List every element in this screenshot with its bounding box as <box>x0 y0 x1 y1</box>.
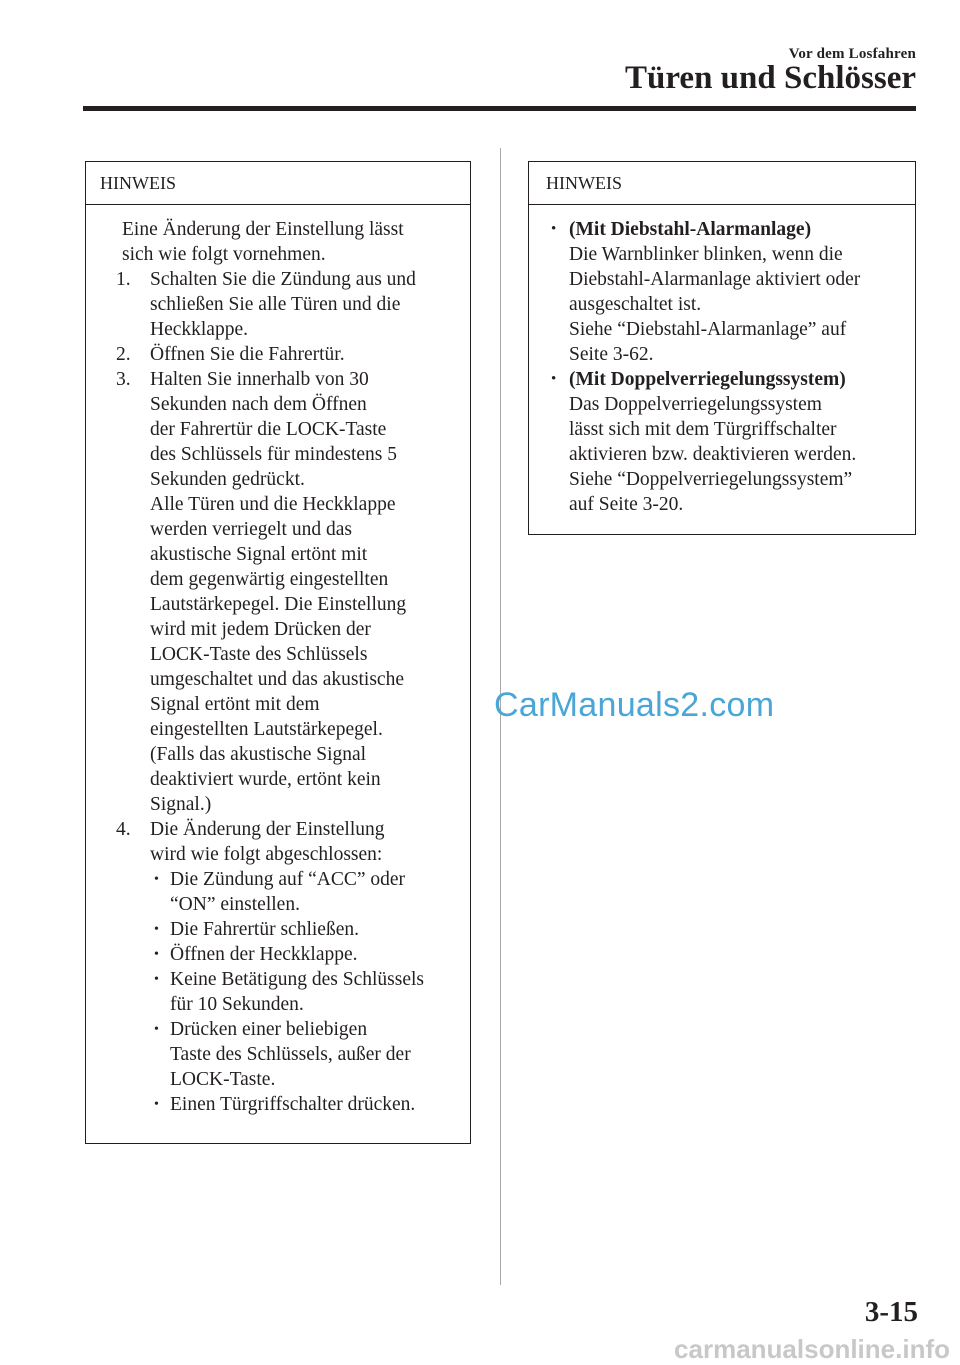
page-title: Türen und Schlösser <box>625 60 916 96</box>
text-line: der Fahrertür die LOCK-Taste <box>150 419 387 440</box>
text-line: Schalten Sie die Zündung aus und <box>150 269 416 290</box>
text-line: dem gegenwärtig eingestellten <box>150 569 389 590</box>
text-line: Alle Türen und die Heckklappe <box>150 494 396 515</box>
bullet-icon: • <box>154 947 159 962</box>
text-line: ausgeschaltet ist. <box>569 294 702 315</box>
text-line: Sekunden gedrückt. <box>150 469 305 490</box>
text-line: für 10 Sekunden. <box>170 994 304 1015</box>
text-line: Die Warnblinker blinken, wenn die <box>569 244 843 265</box>
text-line: (Falls das akustische Signal <box>150 744 367 765</box>
item-title: (Mit Diebstahl-Alarmanlage) <box>569 219 812 240</box>
text-line: Einen Türgriffschalter drücken. <box>170 1094 416 1115</box>
footer-watermark: carmanualsonline.info <box>674 1334 950 1364</box>
text-line: sich wie folgt vornehmen. <box>122 244 326 265</box>
text-line: Halten Sie innerhalb von 30 <box>150 369 369 390</box>
sub-bullet-item <box>104 1017 464 1092</box>
bullet-icon: • <box>154 922 159 937</box>
step-number: 1. <box>116 269 131 290</box>
text-line: wird wie folgt abgeschlossen: <box>150 844 383 865</box>
sub-bullet-item <box>104 1092 464 1117</box>
note-body <box>104 217 464 1117</box>
step-list <box>104 267 464 867</box>
text-line: Öffnen der Heckklappe. <box>170 944 358 965</box>
sub-bullet-list <box>104 867 464 1117</box>
step-item <box>104 342 464 367</box>
note-heading: HINWEIS <box>529 162 915 205</box>
text-line: LOCK-Taste. <box>170 1069 276 1090</box>
text-line: werden verriegelt und das <box>150 519 352 540</box>
step-item <box>104 367 464 817</box>
bullet-icon: • <box>154 1022 159 1037</box>
step-number: 3. <box>116 369 131 390</box>
text-line: Das Doppelverriegelungssystem <box>569 394 822 415</box>
text-line: deaktiviert wurde, ertönt kein <box>150 769 381 790</box>
text-line: eingestellten Lautstärkepegel. <box>150 719 383 740</box>
text-line: Die Zündung auf “ACC” oder <box>170 869 406 890</box>
bullet-icon: • <box>551 371 557 387</box>
text-line: Signal.) <box>150 794 212 815</box>
text-line: des Schlüssels für mindestens 5 <box>150 444 397 465</box>
watermark-logo: CarManuals2.com <box>494 686 775 724</box>
text-line: Sekunden nach dem Öffnen <box>150 394 367 415</box>
text-line: Taste des Schlüssels, außer der <box>170 1044 411 1065</box>
text-line: Diebstahl-Alarmanlage aktiviert oder <box>569 269 861 290</box>
text-line: Heckklappe. <box>150 319 248 340</box>
note-item <box>547 217 913 367</box>
text-line: Siehe “Doppelverriegelungssystem” <box>569 469 853 490</box>
note-item <box>547 367 913 517</box>
item-title: (Mit Doppelverriegelungssystem) <box>569 369 846 390</box>
step-item <box>104 267 464 342</box>
text-line: Die Änderung der Einstellung <box>150 819 385 840</box>
text-line: Keine Betätigung des Schlüssels <box>170 969 425 990</box>
text-line: umgeschaltet und das akustische <box>150 669 404 690</box>
text-line: Die Fahrertür schließen. <box>170 919 359 940</box>
text-line: Lautstärkepegel. Die Einstellung <box>150 594 407 615</box>
step-number: 4. <box>116 819 131 840</box>
text-line: LOCK-Taste des Schlüssels <box>150 644 368 665</box>
bullet-icon: • <box>551 221 557 237</box>
sub-bullet-item <box>104 917 464 942</box>
text-line: aktivieren bzw. deaktivieren werden. <box>569 444 857 465</box>
step-number: 2. <box>116 344 131 365</box>
bullet-icon: • <box>154 972 159 987</box>
step-item <box>104 817 464 867</box>
note-box-right <box>528 161 916 535</box>
text-line: wird mit jedem Drücken der <box>150 619 371 640</box>
text-line: Eine Änderung der Einstellung lässt <box>122 219 404 240</box>
text-line: Siehe “Diebstahl-Alarmanlage” auf <box>569 319 847 340</box>
section-label: Vor dem Losfahren <box>788 46 916 62</box>
sub-bullet-item <box>104 967 464 1017</box>
sub-bullet-item <box>104 867 464 917</box>
text-line: “ON” einstellen. <box>170 894 300 915</box>
text-line: Signal ertönt mit dem <box>150 694 320 715</box>
page-number: 3-15 <box>864 1296 918 1328</box>
text-line: Öffnen Sie die Fahrertür. <box>150 344 345 365</box>
intro-text <box>104 217 464 267</box>
note-box-left <box>85 161 471 1144</box>
text-line: schließen Sie alle Türen und die <box>150 294 401 315</box>
text-line: akustische Signal ertönt mit <box>150 544 368 565</box>
bullet-icon: • <box>154 872 159 887</box>
note-body <box>547 217 913 517</box>
bullet-icon: • <box>154 1097 159 1112</box>
header-rule <box>83 106 916 111</box>
text-line: lässt sich mit dem Türgriffschalter <box>569 419 837 440</box>
sub-bullet-item <box>104 942 464 967</box>
text-line: Seite 3-62. <box>569 344 654 365</box>
text-line: auf Seite 3-20. <box>569 494 684 515</box>
text-line: Drücken einer beliebigen <box>170 1019 368 1040</box>
note-heading: HINWEIS <box>86 162 470 205</box>
